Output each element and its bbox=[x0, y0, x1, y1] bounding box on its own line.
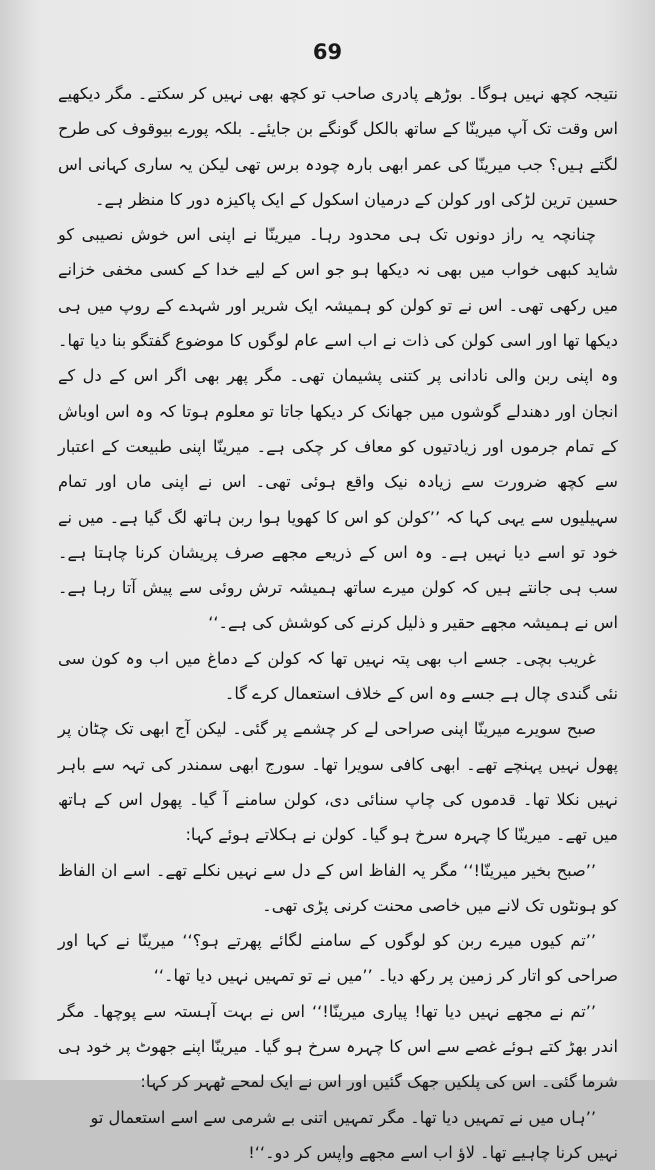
page-number: 69 bbox=[312, 40, 343, 64]
paragraph: ’’صبح بخیر میرینّا!‘‘ مگر یہ الفاظ اس کے دل سے نہیں نکلے تھے۔ اسے ان الفاظ کو ہونٹوں تک لانے میں خاصی محنت کرنی پڑی تھی۔ bbox=[58, 860, 618, 915]
paragraph: چنانچہ یہ راز دونوں تک ہی محدود رہا۔ میرینّا نے اپنی اس خوش نصیبی کو شاید کبھی خواب میں بھی نہ دیکھا ہو جو اس کے لیے خدا کے کسی مخفی خزانے میں رکھی تھی۔ اس نے تو کولن کو ہمیشہ ایک شریر اور شہدے کے روپ میں ہی دیکھا تھا اور اسی کولن کی ذات نے اب اسے عام لوگوں کا موضوع گفتگو بنا دیا تھا۔ وہ اپنی ربن والی نادانی پر کتنی پشیمان تھی۔ مگر پھر بھی اگر اس کے دل کے انجان اور دھندلے گوشوں میں جھانک کر دیکھا جاتا تو معلوم ہوتا کہ وہ اس اوباش کے تمام جرموں اور زیادتیوں کو معاف کر چکی ہے۔ میرینّا اپنی طبیعت کے اعتبار سے کچھ ضرورت سے زیادہ نیک واقع ہوئی تھی۔ اس نے اپنی ماں اور تمام سہیلیوں سے یہی کہا کہ ’’کولن کو اس کا کھویا ہوا ربن ہاتھ لگ گیا ہے۔ میں نے خود تو اسے دیا نہیں ہے۔ وہ اس کے ذریعے مجھے صرف پریشان کرنا چاہتا ہے۔ سب ہی جانتے ہیں کہ کولن میرے ساتھ ہمیشہ ترش روئی سے پیش آتا رہا ہے۔ اس نے ہمیشہ مجھے حقیر و ذلیل کرنے کی کوشش کی ہے۔‘‘ bbox=[58, 225, 618, 633]
paragraph: صبح سویرے میرینّا اپنی صراحی لے کر چشمے پر گئی۔ لیکن آج ابھی تک چٹان پر پھول نہیں پہنچے تھے۔ ابھی کافی سویرا تھا۔ سورج ابھی سمندر کی تہہ سے باہر نہیں نکلا تھا۔ قدموں کی چاپ سنائی دی، کولن سامنے آ گیا۔ پھول اس کے ہاتھ میں تھے۔ میرینّا کا چہرہ سرخ ہو گیا۔ کولن نے ہکلاتے ہوئے کہا: bbox=[58, 719, 618, 845]
paragraph: غریب بچی۔ جسے اب بھی پتہ نہیں تھا کہ کولن کے دماغ میں اب وہ کون سی نئی گندی چال ہے جسے وہ اس کے خلاف استعمال کرے گا۔ bbox=[58, 648, 618, 704]
paragraph: ’’تم کیوں میرے ربن کو لوگوں کے سامنے لگائے پھرتے ہو؟‘‘ میرینّا نے کہا اور صراحی کو اتار کر زمین پر رکھ دیا۔ ’’میں نے تو تمہیں نہیں دیا تھا۔‘‘ bbox=[58, 931, 618, 986]
paragraph: ’’ہاں میں نے تمہیں دیا تھا۔ مگر تمہیں اتنی بے شرمی سے اسے استعمال تو نہیں کرنا چاہیے تھا۔ لاؤ اب اسے مجھے واپس کر دو۔‘‘! bbox=[90, 1107, 618, 1162]
page-text bbox=[58, 76, 618, 1170]
paragraph: ’’تم نے مجھے نہیں دیا تھا! پیاری میرینّا!‘‘ اس نے بہت آہستہ سے پوچھا۔ مگر اندر بھڑ کتے ہوئے غصے سے اس کا چہرہ سرخ ہو گیا۔ میرینّا اپنے جھوٹ پر خود ہی شرما گئی۔ اس کی پلکیں جھک گئیں اور اس نے ایک لمحے ٹھہر کر کہا: bbox=[58, 1001, 618, 1092]
paragraph: نتیجہ کچھ نہیں ہوگا۔ بوڑھے پادری صاحب تو کچھ بھی نہیں کر سکتے۔ مگر دیکھیے اس وقت تک آپ میرینّا کے ساتھ بالکل گونگے بن جایئے۔ بلکہ پورے بیوقوف کی طرح لگتے ہیں؟ جب میرینّا کی عمر ابھی بارہ چودہ برس تھی لیکن یہ ساری کہانی اس حسین ترین لڑکی اور کولن کے درمیان اسکول کے ایک پاکیزہ دور کا منظر ہے۔ bbox=[58, 84, 618, 209]
